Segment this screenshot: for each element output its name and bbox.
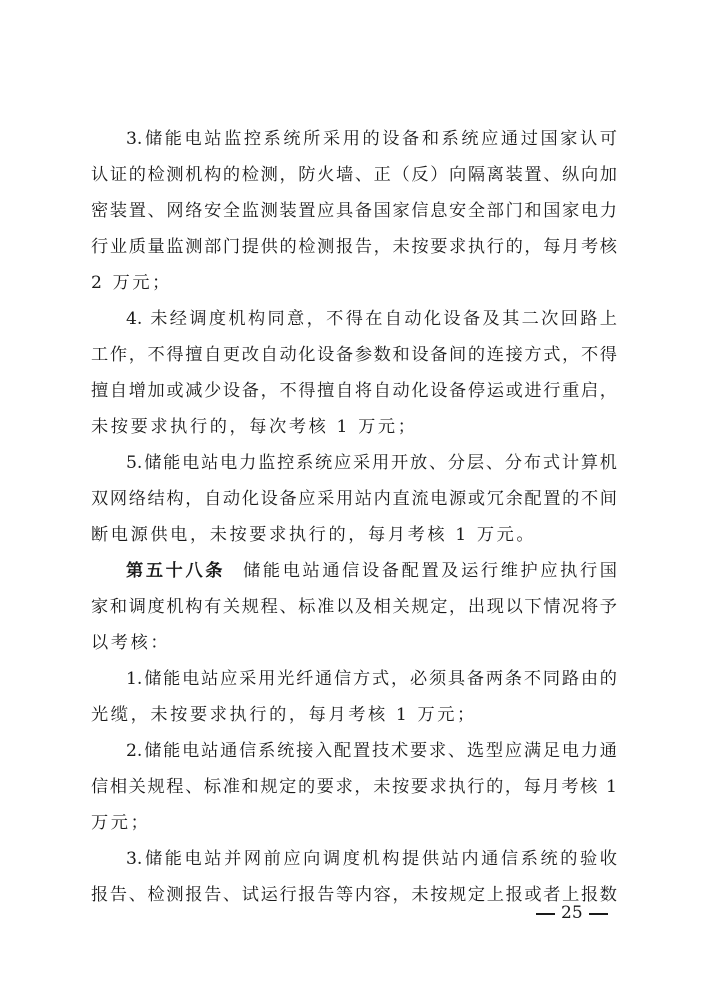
item-2-line-1: 2.储能电站通信系统接入配置技术要求、选型应满足电力通 [126, 741, 617, 761]
item-3-line-2: 报告、检测报告、试运行报告等内容，未按规定上报或者上报数 [91, 885, 617, 905]
item-1-line-1: 1.储能电站应采用光纤通信方式，必须具备两条不同路由的 [126, 669, 617, 689]
paragraph-4-line-3: 擅自增加或减少设备，不得擅自将自动化设备停运或进行重启， [91, 381, 617, 401]
paragraph-3-line-5: 2 万元； [91, 273, 172, 293]
paragraph-3-line-1: 3.储能电站监控系统所采用的设备和系统应通过国家认可 [126, 129, 617, 149]
page-number [536, 898, 608, 928]
paragraph-3-line-2: 认证的检测机构的检测，防火墙、正（反）向隔离装置、纵向加 [91, 165, 617, 185]
paragraph-3-line-4: 行业质量监测部门提供的检测报告，未按要求执行的，每月考核 [91, 237, 617, 257]
item-3-line-1: 3.储能电站并网前应向调度机构提供站内通信系统的验收 [126, 849, 617, 869]
paragraph-3-line-3: 密装置、网络安全监测装置应具备国家信息安全部门和国家电力 [91, 201, 617, 221]
article-58-line-1 [126, 553, 617, 589]
item-1-line-2: 光缆，未按要求执行的，每月考核 1 万元； [91, 705, 477, 725]
article-58-line-3: 以考核： [91, 633, 171, 653]
paragraph-5-line-1: 5.储能电站电力监控系统应采用开放、分层、分布式计算机 [126, 453, 617, 473]
paragraph-4-line-1: 4. 未经调度机构同意，不得在自动化设备及其二次回路上 [126, 309, 617, 329]
paragraph-4-line-4: 未按要求执行的，每次考核 1 万元； [91, 417, 418, 437]
page-number-value: 25 [561, 903, 583, 923]
item-2-line-3: 万元； [91, 813, 151, 833]
paragraph-4-line-2: 工作，不得擅自更改自动化设备参数和设备间的连接方式，不得 [91, 345, 617, 365]
paragraph-5-line-3: 断电源供电，未按要求执行的，每月考核 1 万元。 [91, 525, 537, 545]
article-58-line-2: 家和调度机构有关规程、标准以及相关规定，出现以下情况将予 [91, 597, 617, 617]
paragraph-5-line-2: 双网络结构，自动化设备应采用站内直流电源或冗余配置的不间 [91, 489, 617, 509]
item-2-line-2: 信相关规程、标准和规定的要求，未按要求执行的，每月考核 1 [91, 777, 617, 797]
dash-right [589, 913, 608, 915]
dash-left [536, 913, 555, 915]
article-58-text: 储能电站通信设备配置及运行维护应执行国 [243, 561, 617, 581]
article-number: 第五十八条 [126, 561, 226, 581]
